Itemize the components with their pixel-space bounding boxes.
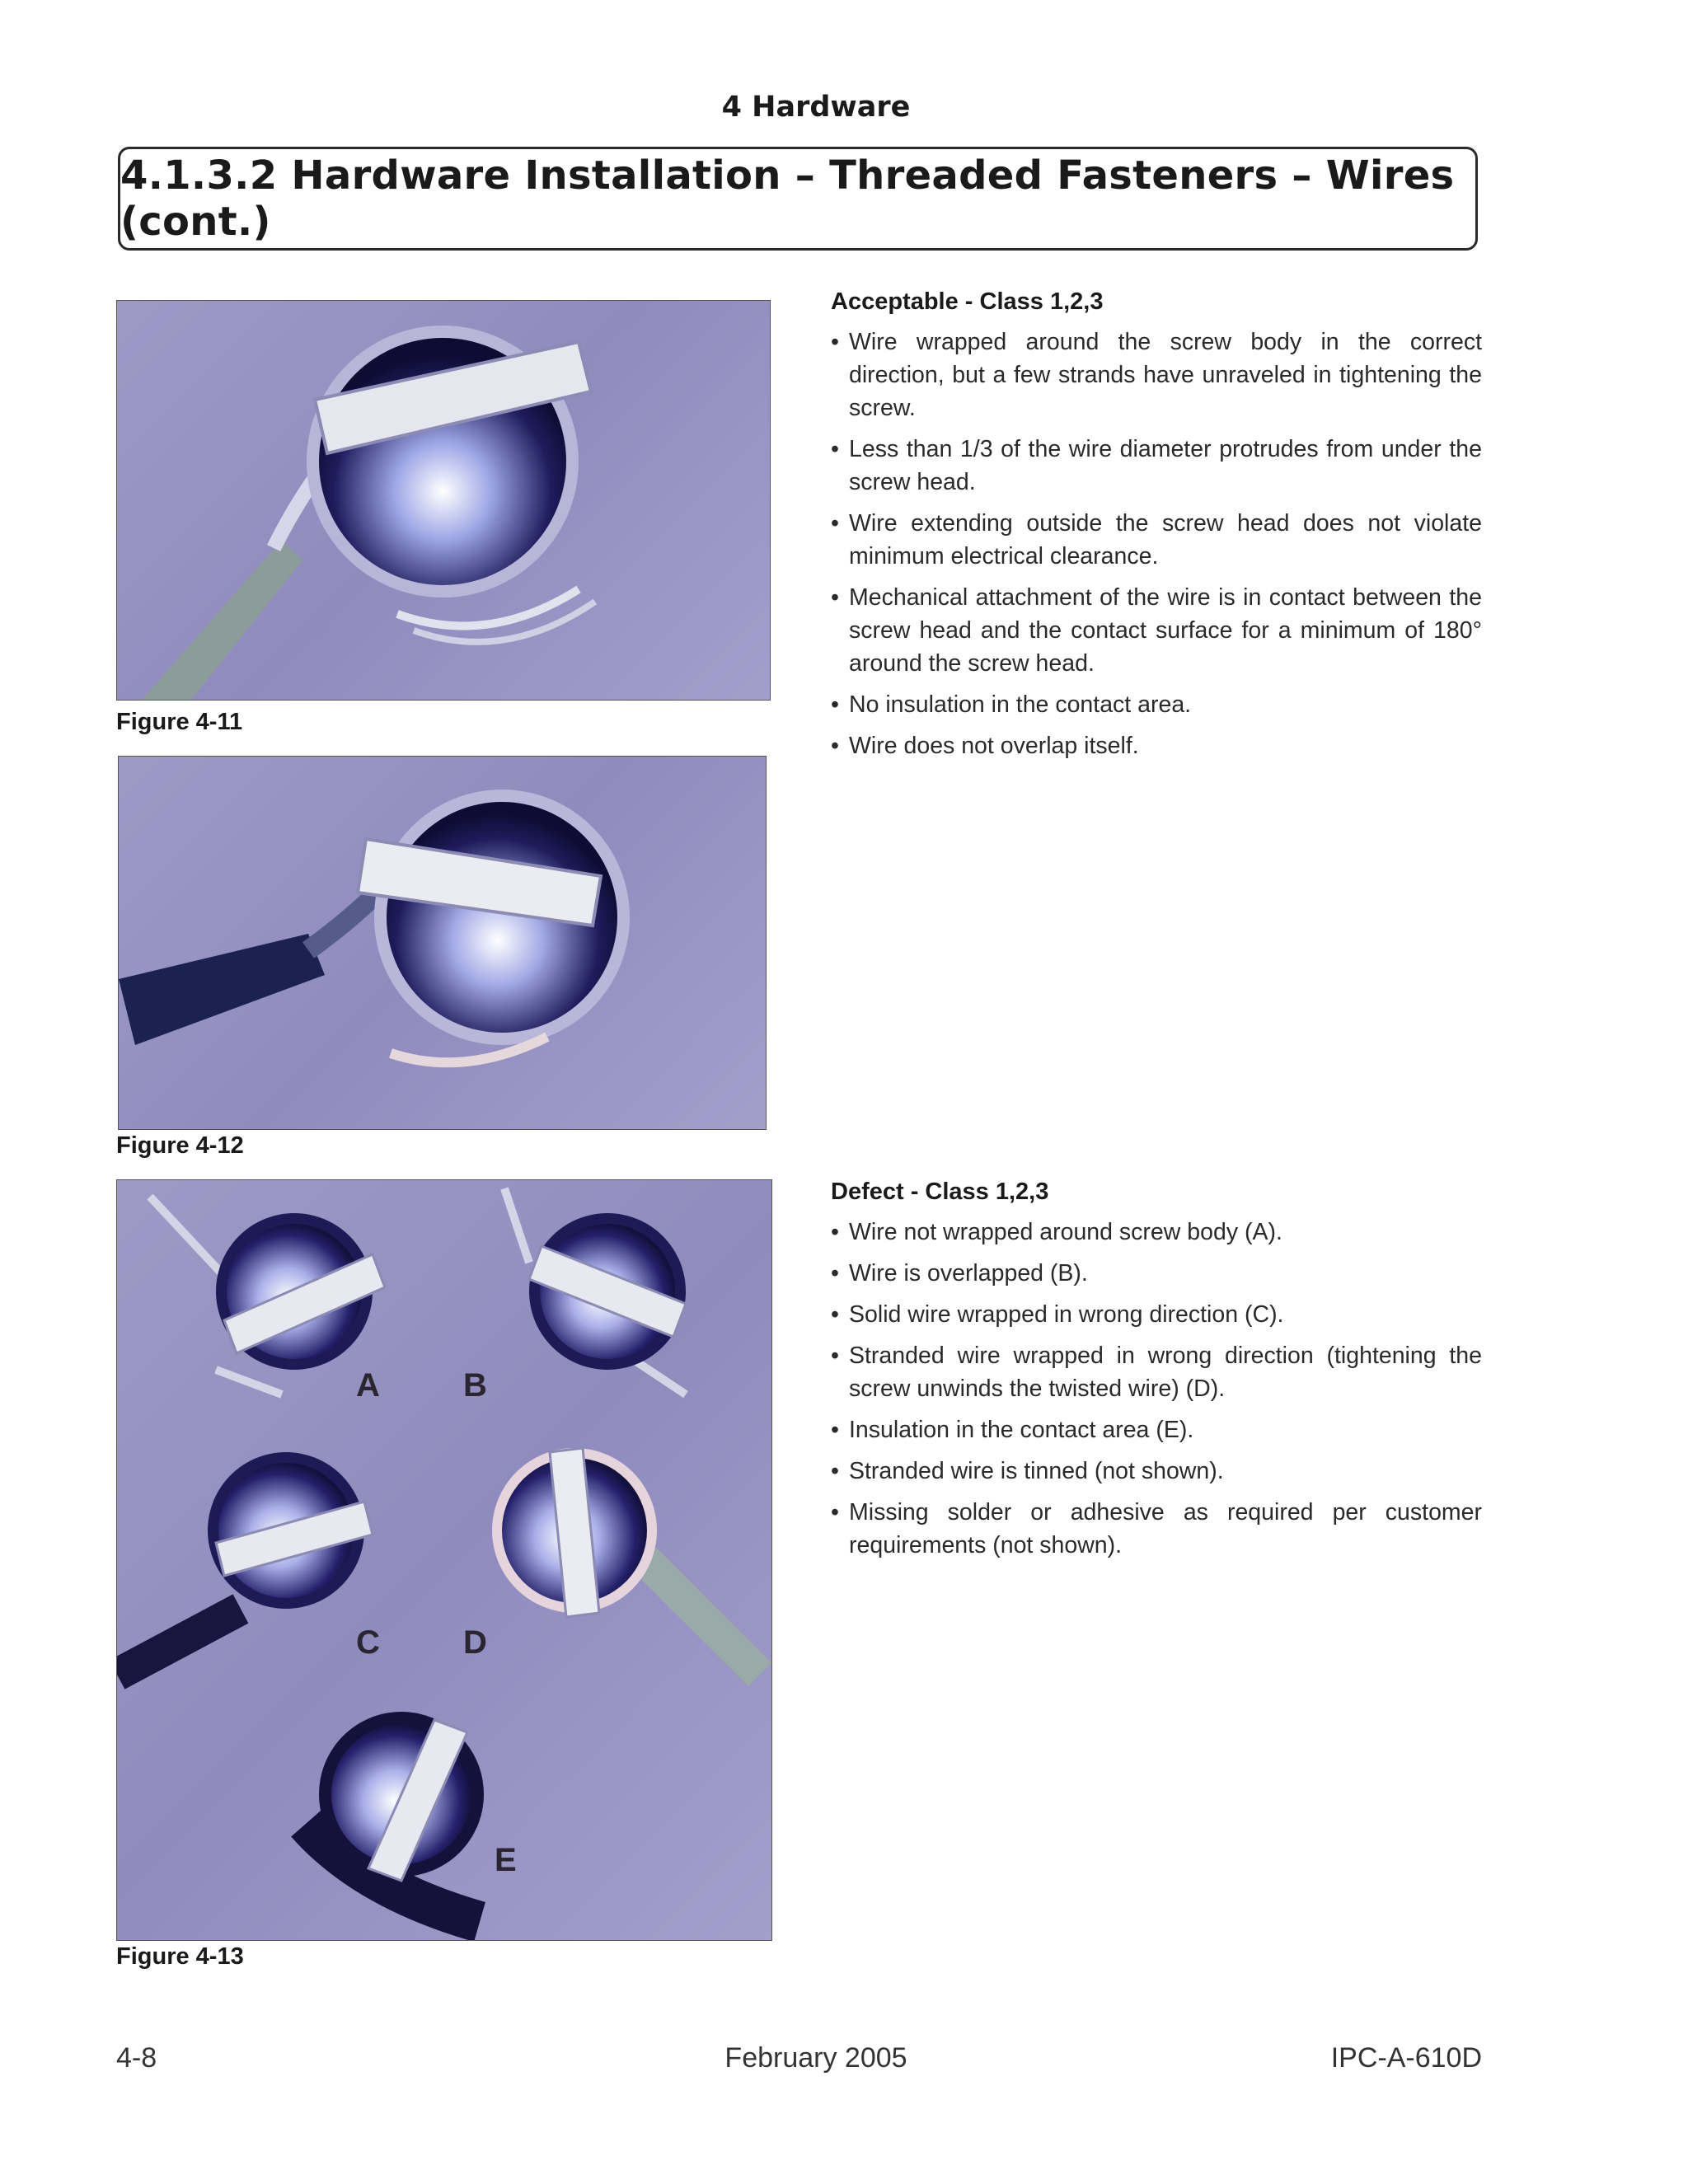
acceptable-item: • No insulation in the contact area. — [831, 688, 1482, 721]
figure-4-12-caption: Figure 4-12 — [116, 1132, 244, 1159]
figure-4-12-photo — [118, 756, 767, 1130]
acceptable-item: • Less than 1/3 of the wire diameter protrudes from under the screw head. — [831, 433, 1482, 499]
defect-item: • Stranded wire wrapped in wrong direction (tightening the screw unwinds the twisted wire) (D). — [831, 1339, 1482, 1405]
footer-document-id: IPC-A-610D — [1330, 2042, 1482, 2074]
wire-insulation — [119, 934, 325, 1045]
chapter-header: 4 Hardware — [721, 91, 911, 124]
wire-insulation — [142, 540, 302, 700]
acceptable-item: • Wire does not overlap itself. — [831, 729, 1482, 762]
label-e: E — [495, 1842, 517, 1878]
section-title: 4.1.3.2 Hardware Installation – Threaded Fasteners – Wires (cont.) — [120, 152, 1455, 245]
footer-date: February 2005 — [724, 2042, 907, 2074]
defect-item: • Insulation in the contact area (E). — [831, 1413, 1482, 1446]
defect-item: • Missing solder or adhesive as required per customer requirements (not shown). — [831, 1496, 1482, 1562]
acceptable-heading: Acceptable - Class 1,2,3 — [831, 288, 1104, 315]
defect-item: • Stranded wire is tinned (not shown). — [831, 1455, 1482, 1488]
figure-4-11-caption: Figure 4-11 — [116, 709, 243, 735]
acceptable-item: • Wire extending outside the screw head does not violate minimum electrical clearance. — [831, 507, 1482, 573]
label-a: A — [356, 1367, 380, 1404]
defect-item: • Wire not wrapped around screw body (A). — [831, 1216, 1482, 1249]
acceptable-list — [831, 326, 1482, 762]
acceptable-item: • Wire wrapped around the screw body in the correct direction, but a few strands have unraveled in tightening the screw. — [831, 326, 1482, 424]
figure-4-13-caption: Figure 4-13 — [116, 1943, 244, 1970]
section-title-box — [118, 147, 1478, 251]
figure-4-13-photo — [116, 1179, 772, 1941]
label-c: C — [356, 1624, 380, 1661]
defect-list — [831, 1216, 1482, 1562]
footer-page-number: 4-8 — [116, 2042, 157, 2074]
acceptable-item: • Mechanical attachment of the wire is in contact between the screw head and the contact surface for a minimum of 180° around the screw head. — [831, 581, 1482, 680]
defect-item: • Solid wire wrapped in wrong direction (C). — [831, 1298, 1482, 1331]
defect-block — [831, 1179, 1482, 1570]
figure-4-11-photo — [116, 300, 771, 701]
label-b: B — [463, 1367, 487, 1404]
label-d: D — [463, 1624, 487, 1661]
defect-item: • Wire is overlapped (B). — [831, 1257, 1482, 1290]
acceptable-block — [831, 288, 1482, 771]
defect-heading: Defect - Class 1,2,3 — [831, 1179, 1049, 1205]
